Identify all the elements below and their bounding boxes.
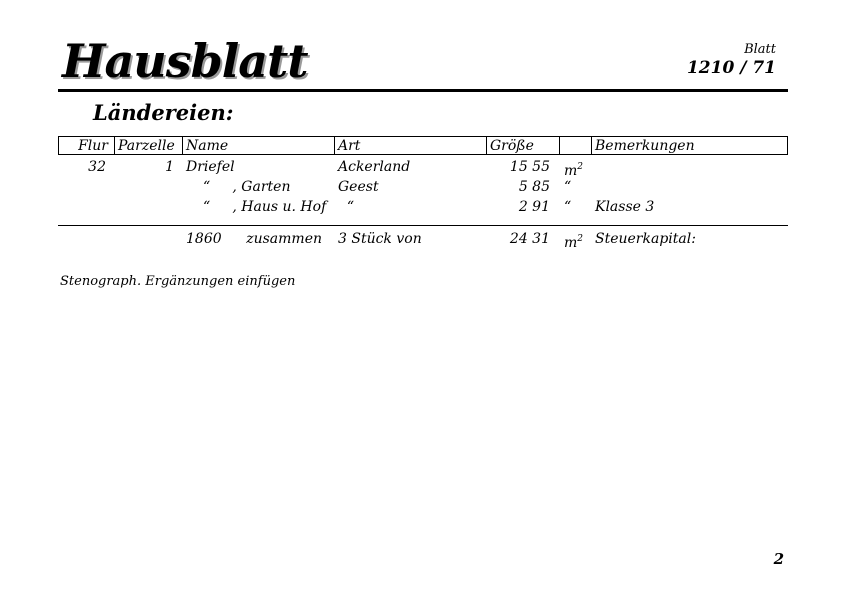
cell-unit: “ <box>564 199 572 215</box>
column-header-name: Name <box>183 137 335 154</box>
cell-name: Driefel <box>186 159 235 175</box>
section-title: Ländereien: <box>93 100 234 125</box>
column-header-flur: Flur <box>59 137 115 154</box>
summary-bemerkungen: Steuerkapital: <box>595 231 696 247</box>
summary-year: 1860 <box>186 231 222 247</box>
page-number: 2 <box>773 550 784 568</box>
cell-name: “ , Haus u. Hof <box>203 199 327 215</box>
sheet-label: Blatt <box>744 42 776 57</box>
sheet-number: 1210 / 71 <box>686 58 776 78</box>
cell-groesse: 5 85 <box>518 179 550 195</box>
column-header-groesse: Größe <box>487 137 560 154</box>
summary-groesse: 24 31 <box>509 231 550 247</box>
cell-art: Geest <box>338 179 379 195</box>
summary-unit: $m^2$ <box>564 234 584 251</box>
summary-label: zusammen <box>246 231 322 247</box>
summary-count: 3 Stück von <box>338 231 422 247</box>
cell-unit: $m^2$ <box>564 162 584 179</box>
note-text: Stenograph. Ergänzungen einfügen <box>60 274 296 289</box>
cell-unit: “ <box>564 179 572 195</box>
cell-flur: 32 <box>88 159 106 175</box>
cell-groesse: 15 55 <box>509 159 550 175</box>
summary-rule <box>58 225 788 226</box>
table-header <box>58 136 788 155</box>
page-title: Hausblatt <box>62 34 308 88</box>
cell-art: “ <box>338 199 355 215</box>
cell-art: Ackerland <box>338 159 411 175</box>
column-header-unit <box>560 137 592 154</box>
header-rule <box>58 89 788 92</box>
cell-name: “ , Garten <box>203 179 291 195</box>
column-header-art: Art <box>335 137 487 154</box>
cell-bemerkungen: Klasse 3 <box>595 199 655 215</box>
cell-parzelle: 1 <box>165 159 174 175</box>
column-header-parzelle: Parzelle <box>115 137 183 154</box>
column-header-bemerkungen: Bemerkungen <box>595 138 695 154</box>
cell-groesse: 2 91 <box>518 199 550 215</box>
